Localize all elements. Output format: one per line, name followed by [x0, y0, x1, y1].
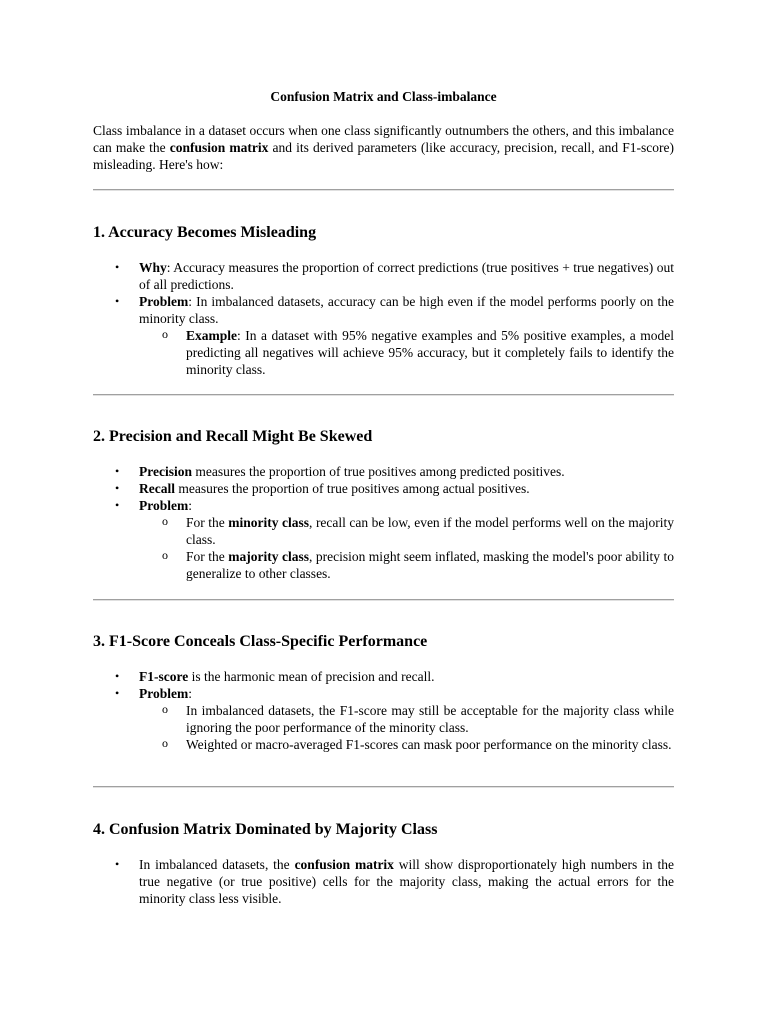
sub-list-item [139, 736, 674, 753]
section-heading-accuracy: 1. Accuracy Becomes Misleading [93, 224, 317, 241]
list-item [93, 293, 674, 378]
item-text: will show disproportionately high numbers in the true negative (or true positive) cells for the majority class, making the actual errors for the minority class less visible. [139, 857, 674, 906]
bullet-icon: • [115, 669, 120, 683]
item-text: is the harmonic mean of precision and recall. [188, 669, 435, 684]
item-text: measures the proportion of true positives among actual positives. [175, 481, 530, 496]
subitem-text: : In a dataset with 95% negative examples and 5% positive examples, a model predicting all negatives will achieve 95% accuracy, but it completely fails to identify the minority class. [186, 328, 674, 377]
sub-bullet-icon: o [162, 327, 168, 341]
document-title: Confusion Matrix and Class-imbalance [270, 89, 497, 104]
sub-list-item [139, 702, 674, 736]
item-text: : In imbalanced datasets, accuracy can be high even if the model performs poorly on the minority class. [139, 294, 674, 326]
section-list-confusion-matrix [93, 856, 674, 907]
subitem-term: majority class [228, 549, 309, 564]
horizontal-rule [93, 394, 674, 396]
section-heading-f1-score: 3. F1-Score Conceals Class-Specific Performance [93, 633, 428, 650]
item-term: Problem [139, 294, 189, 309]
list-item [93, 497, 674, 582]
section-heading-precision-recall: 2. Precision and Recall Might Be Skewed [93, 428, 373, 445]
subitem-text: In imbalanced datasets, the F1-score may still be acceptable for the majority class while ignoring the poor performance of the minority class. [186, 703, 674, 735]
list-item [93, 856, 674, 907]
section-list-f1-score [93, 668, 674, 753]
item-term: Problem [139, 686, 189, 701]
bullet-icon: • [115, 260, 120, 274]
section-heading-confusion-matrix: 4. Confusion Matrix Dominated by Majority Class [93, 821, 438, 838]
section-list-precision-recall [93, 463, 674, 582]
bullet-icon: • [115, 498, 120, 512]
subitem-term: Example [186, 328, 238, 343]
list-item [93, 480, 674, 497]
item-term: F1-score [139, 669, 189, 684]
sub-bullet-icon: o [162, 736, 168, 750]
item-term: Recall [139, 481, 175, 496]
bullet-icon: • [115, 857, 120, 871]
subitem-text: Weighted or macro-averaged F1-scores can mask poor performance on the minority class. [186, 737, 672, 752]
sub-bullet-icon: o [162, 702, 168, 716]
horizontal-rule [93, 786, 674, 788]
intro-text: Class imbalance in a dataset occurs when one class significantly outnumbers the others, and this imbalance can make the [93, 123, 674, 155]
item-term: confusion matrix [294, 857, 394, 872]
sub-list [139, 514, 674, 582]
sub-list [139, 327, 674, 378]
item-text: : [188, 498, 193, 513]
item-text: : [188, 686, 193, 701]
bullet-icon: • [115, 686, 120, 700]
sub-bullet-icon: o [162, 514, 168, 528]
list-item [93, 463, 674, 480]
intro-text-end: and its derived parameters (like accuracy, precision, recall, and F1-score) misleading. Here's how: [93, 140, 674, 172]
item-prefix: In imbalanced datasets, the [139, 857, 295, 872]
intro-bold-term: confusion matrix [169, 140, 269, 155]
sub-list [139, 702, 674, 753]
item-term: Precision [139, 464, 192, 479]
bullet-icon: • [115, 481, 120, 495]
sub-list-item [139, 327, 674, 378]
list-item [93, 685, 674, 753]
list-item [93, 259, 674, 293]
subitem-text: , recall can be low, even if the model performs well on the majority class. [186, 515, 674, 547]
item-term: Problem [139, 498, 189, 513]
bullet-icon: • [115, 464, 120, 478]
subitem-prefix: For the [186, 515, 229, 530]
bullet-icon: • [115, 294, 120, 308]
sub-list-item [139, 514, 674, 548]
list-item [93, 668, 674, 685]
section-list-accuracy [93, 259, 674, 378]
item-term: Why [139, 260, 167, 275]
subitem-text: , precision might seem inflated, masking the model's poor ability to generalize to other classes. [186, 549, 675, 581]
subitem-term: minority class [228, 515, 310, 530]
sub-bullet-icon: o [162, 548, 168, 562]
horizontal-rule [93, 599, 674, 601]
subitem-prefix: For the [186, 549, 229, 564]
intro-paragraph [93, 122, 674, 173]
sub-list-item [139, 548, 674, 582]
item-text: : Accuracy measures the proportion of correct predictions (true positives + true negatives) out of all predictions. [139, 260, 674, 292]
item-text: measures the proportion of true positives among predicted positives. [192, 464, 565, 479]
horizontal-rule [93, 189, 674, 191]
